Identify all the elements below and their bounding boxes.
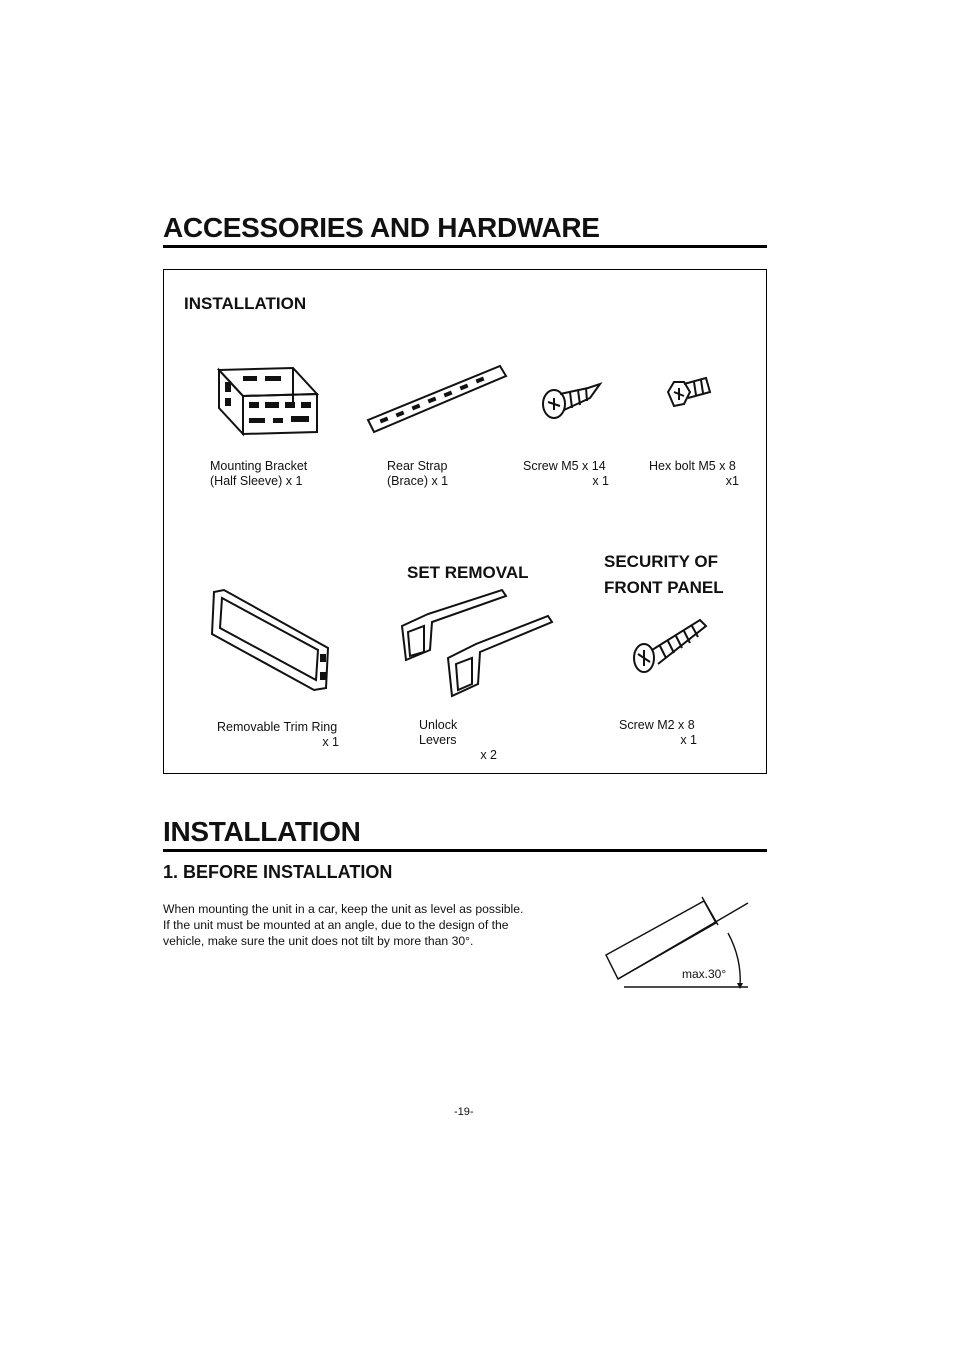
item-caption-line2: (Brace) x 1 [387, 474, 449, 488]
item-caption-line1: Unlock Levers [419, 718, 458, 747]
item-caption-line1: Rear Strap [387, 459, 448, 473]
item-caption [523, 459, 609, 489]
before-installation-heading: 1. BEFORE INSTALLATION [163, 862, 393, 882]
before-installation-text [163, 901, 523, 949]
mounting-bracket-icon [213, 364, 323, 440]
rear-strap-icon [364, 364, 508, 436]
screw-m5-icon [540, 378, 602, 422]
item-caption [387, 459, 448, 489]
item-caption-line1: Screw M2 x 8 [619, 718, 695, 732]
item-caption-line1: Hex bolt M5 x 8 [649, 459, 736, 473]
paragraph-line: If the unit must be mounted at an angle, due to the design of the [163, 918, 509, 932]
item-caption-line2: x 2 [480, 748, 497, 762]
hex-bolt-icon [664, 374, 714, 416]
item-caption [217, 720, 339, 750]
paragraph-line: When mounting the unit in a car, keep the unit as level as possible. [163, 902, 524, 916]
item-caption-line2: x 1 [322, 735, 339, 749]
item-caption-line1: Screw M5 x 14 [523, 459, 606, 473]
trim-ring-icon [210, 588, 332, 692]
item-caption-line2: (Half Sleeve) x 1 [210, 474, 303, 488]
item-caption-line2: x 1 [592, 474, 609, 488]
paragraph-line: vehicle, make sure the unit does not tilt by more than 30°. [163, 934, 474, 948]
page-number: -19- [454, 1106, 474, 1118]
title-rule [163, 849, 767, 852]
title-rule [163, 245, 767, 248]
item-caption [419, 718, 497, 763]
item-caption-line1: Mounting Bracket [210, 459, 308, 473]
security-label [604, 549, 724, 601]
max-angle-label: max.30° [682, 967, 727, 981]
item-caption [210, 459, 307, 489]
screw-m2-icon [630, 614, 710, 676]
item-caption [619, 718, 697, 748]
security-label-line1: SECURITY OF [604, 552, 718, 571]
item-caption-line2: x1 [725, 474, 739, 488]
tilt-angle-diagram [594, 893, 752, 995]
item-caption [649, 459, 739, 489]
security-label-line2: FRONT PANEL [604, 578, 724, 597]
item-caption-line2: x 1 [680, 733, 697, 747]
item-caption-line1: Removable Trim Ring [217, 720, 338, 734]
section-title-accessories: ACCESSORIES AND HARDWARE [163, 212, 600, 243]
section-title-installation: INSTALLATION [163, 816, 361, 847]
installation-label: INSTALLATION [184, 294, 307, 313]
set-removal-label: SET REMOVAL [407, 563, 529, 582]
unlock-levers-icon [396, 586, 556, 704]
